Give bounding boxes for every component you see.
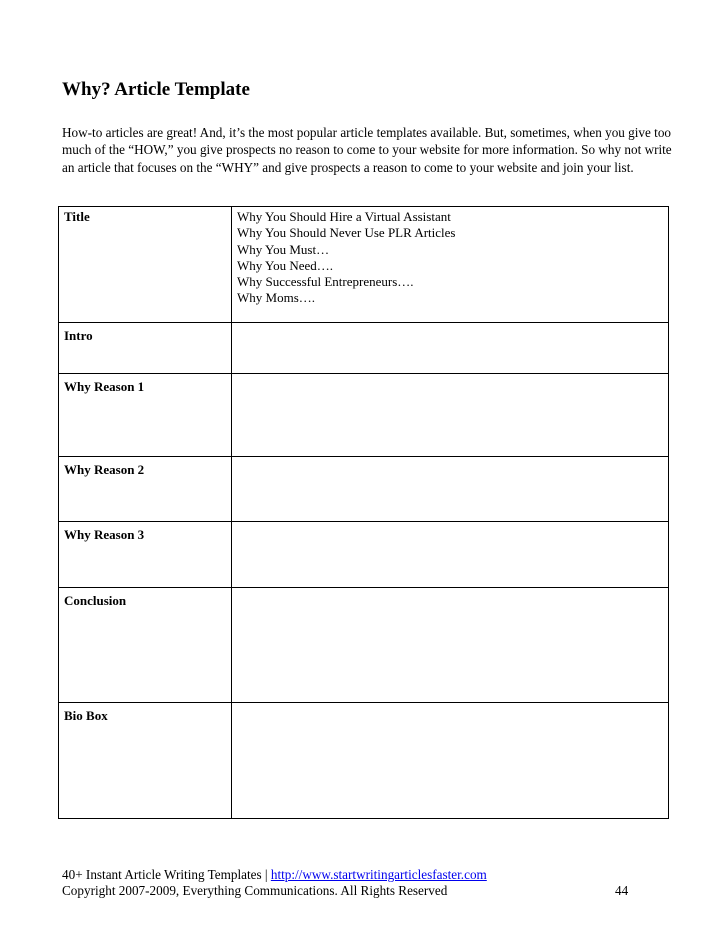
table-row-intro	[59, 323, 669, 374]
row-label-why-reason-1: Why Reason 1	[59, 374, 232, 457]
why-reason-3-fill-cell[interactable]	[232, 522, 669, 588]
bio-box-fill-cell[interactable]	[232, 703, 669, 819]
footer-line-1	[62, 867, 642, 883]
title-examples-cell	[232, 207, 669, 323]
row-label-intro: Intro	[59, 323, 232, 374]
footer-website-link[interactable]: http://www.startwritingarticlesfaster.com	[270, 867, 487, 882]
article-template-table	[58, 206, 669, 819]
footer-copyright: Copyright 2007-2009, Everything Communications. All Rights Reserved	[62, 883, 448, 898]
row-label-why-reason-3: Why Reason 3	[59, 522, 232, 588]
row-label-conclusion: Conclusion	[59, 588, 232, 703]
title-example: Why You Should Never Use PLR Articles	[237, 225, 456, 241]
title-example: Why You Should Hire a Virtual Assistant	[237, 209, 451, 224]
table-row-conclusion	[59, 588, 669, 703]
why-reason-2-fill-cell[interactable]	[232, 457, 669, 522]
intro-fill-cell[interactable]	[232, 323, 669, 374]
table-row-why-reason-1	[59, 374, 669, 457]
why-reason-1-fill-cell[interactable]	[232, 374, 669, 457]
title-example: Why Successful Entrepreneurs….	[237, 274, 414, 290]
page-title: Why? Article Template	[62, 79, 250, 100]
page-number: 44	[615, 883, 629, 898]
title-example: Why You Need….	[237, 257, 334, 273]
table-row-why-reason-2	[59, 457, 669, 522]
title-example: Why Moms….	[237, 290, 315, 306]
table-row-bio-box	[59, 703, 669, 819]
conclusion-fill-cell[interactable]	[232, 588, 669, 703]
table-row-title	[59, 207, 669, 323]
intro-paragraph: How-to articles are great! And, it’s the most popular article templates available. But, sometimes, when you give too much of the “HOW,” you give prospects no reason to come to your website for more information. So why not write an article that focuses on the “WHY” and give prospects a reason to come to your website and join your list.	[62, 125, 672, 175]
row-label-bio-box: Bio Box	[59, 703, 232, 819]
title-example: Why You Must…	[237, 241, 330, 257]
footer-book-title: 40+ Instant Article Writing Templates |	[62, 867, 271, 882]
page-footer	[62, 867, 642, 899]
table-row-why-reason-3	[59, 522, 669, 588]
row-label-title: Title	[59, 207, 232, 323]
row-label-why-reason-2: Why Reason 2	[59, 457, 232, 522]
